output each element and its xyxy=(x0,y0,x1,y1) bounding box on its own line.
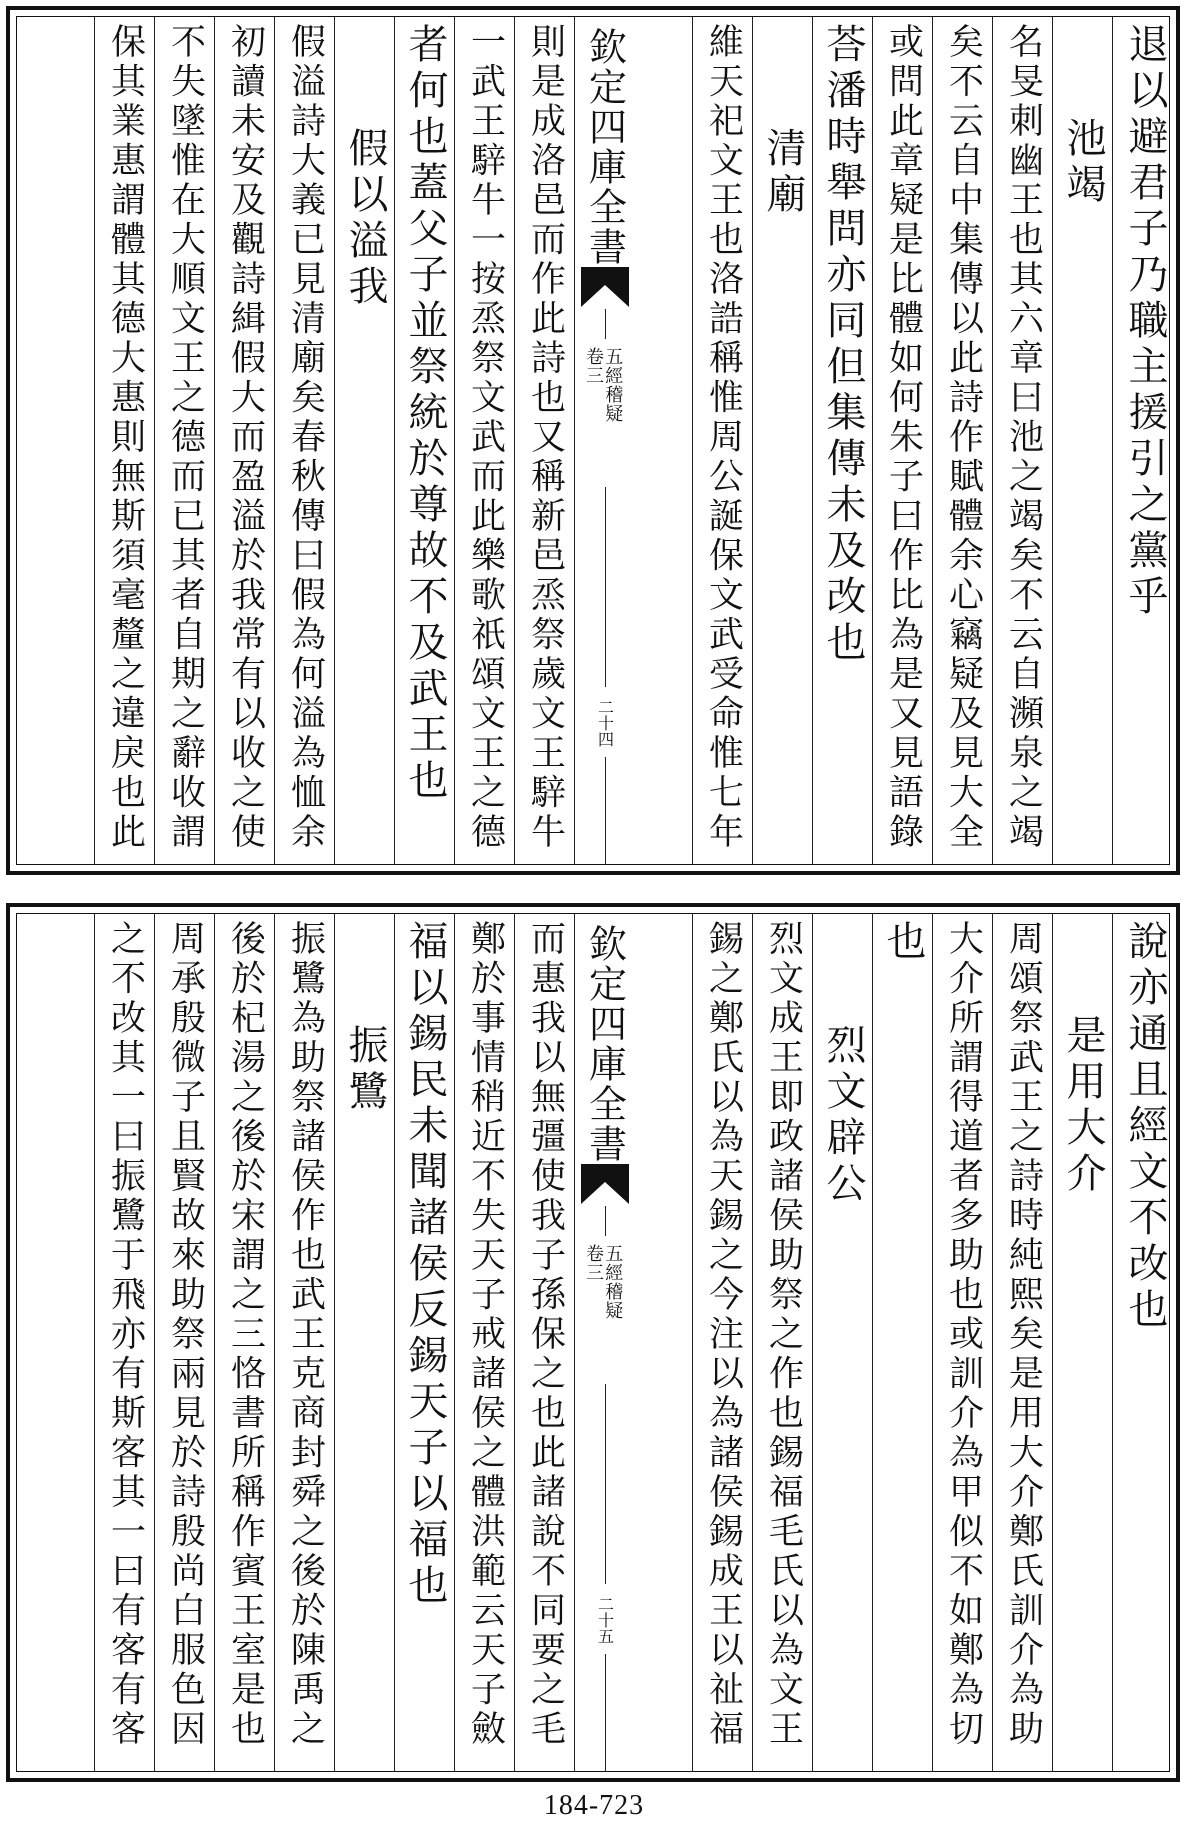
column-text: 振鷺 xyxy=(342,1024,388,1116)
column-text: 周承殷微子且賢故來助祭兩見於詩殷尚白服色因 xyxy=(165,920,206,1750)
column-text: 或問此章疑是比體如何朱子曰作比為是又見語錄 xyxy=(883,23,924,853)
text-column xyxy=(454,914,515,1771)
text-column xyxy=(334,914,395,1771)
text-column xyxy=(812,914,873,1771)
text-column xyxy=(1052,914,1113,1771)
center-rule xyxy=(605,487,606,687)
column-text: 而惠我以無彊使我子孫保之也此諸說不同要之毛 xyxy=(525,920,566,1750)
text-column xyxy=(94,17,155,864)
column-text: 者何也蓋父子並祭統於尊故不及武王也 xyxy=(402,23,448,805)
column-text: 矣不云自中集傳以此詩作賦體余心竊疑及見大全 xyxy=(943,23,984,853)
center-banner xyxy=(574,17,635,864)
column-text: 退以避君子乃職主援引之黨乎 xyxy=(1122,23,1168,621)
fishtail-mark xyxy=(581,267,629,307)
volume-number: 卷三 xyxy=(583,347,604,385)
volume-number: 卷三 xyxy=(583,1244,604,1282)
column-text: 不失墜惟在大順文王之德而已其者自期之辭收謂 xyxy=(165,23,206,853)
text-column xyxy=(1052,17,1113,864)
column-text: 則是成洛邑而作此詩也又稱新邑烝祭歲文王騂牛 xyxy=(525,23,566,853)
page-number: 二十五 xyxy=(595,1596,615,1644)
text-column xyxy=(752,17,813,864)
text-column xyxy=(932,914,993,1771)
center-rule xyxy=(605,309,606,339)
top-page xyxy=(6,6,1180,875)
center-banner xyxy=(574,914,635,1771)
column-text: 福以錫民未聞諸侯反錫天子以福也 xyxy=(402,920,448,1610)
catalog-number: 184-723 xyxy=(543,1790,645,1821)
column-text: 清廟 xyxy=(760,127,806,219)
book-title: 欽定四庫全書 xyxy=(582,27,627,267)
text-column xyxy=(214,17,275,864)
center-rule xyxy=(605,1384,606,1584)
column-text: 後於杞湯之後於宋謂之三恪書所稱作賓王室是也 xyxy=(225,920,266,1750)
center-rule xyxy=(605,757,606,864)
column-text: 也 xyxy=(880,920,926,966)
column-text: 初讀未安及觀詩緝假大而盈溢於我常有以收之使 xyxy=(225,23,266,853)
column-text: 荅潘時舉問亦同但集傳未及改也 xyxy=(820,23,866,667)
column-text: 鄭於事情稍近不失天子戒諸侯之體洪範云天子斂 xyxy=(465,920,506,1750)
column-text: 大介所謂得道者多助也或訓介為甲似不如鄭為切 xyxy=(943,920,984,1750)
text-column xyxy=(514,914,575,1771)
text-column xyxy=(514,17,575,864)
text-column xyxy=(394,914,455,1771)
center-rule xyxy=(605,1206,606,1236)
text-column xyxy=(752,914,813,1771)
page-number: 二十四 xyxy=(595,699,615,747)
book-title: 欽定四庫全書 xyxy=(582,924,627,1164)
text-column xyxy=(334,17,395,864)
column-text: 烈文成王即政諸侯助祭之作也錫福毛氏以為文王 xyxy=(763,920,804,1750)
text-column xyxy=(1112,17,1177,864)
column-text: 錫之鄭氏以為天錫之今注以為諸侯錫成王以祉福 xyxy=(703,920,744,1750)
column-text: 池竭 xyxy=(1060,117,1106,209)
text-column xyxy=(154,914,215,1771)
column-text: 烈文辟公 xyxy=(820,1024,866,1208)
text-column xyxy=(812,17,873,864)
bottom-page-frame xyxy=(16,913,1170,1772)
text-column xyxy=(214,914,275,1771)
top-page-frame xyxy=(16,16,1170,865)
text-column xyxy=(454,17,515,864)
text-column xyxy=(872,17,933,864)
column-text: 周頌祭武王之詩時純熙矣是用大介鄭氏訓介為助 xyxy=(1003,920,1044,1750)
column-text: 之不改其一曰振鷺于飛亦有斯客其一曰有客有客 xyxy=(105,920,146,1750)
text-column xyxy=(94,914,155,1771)
column-text: 名旻刺幽王也其六章曰池之竭矣不云自瀕泉之竭 xyxy=(1003,23,1044,853)
column-text: 振鷺為助祭諸侯作也武王克商封舜之後於陳禹之 xyxy=(285,920,326,1750)
column-text: 假以溢我 xyxy=(342,127,388,311)
text-column xyxy=(394,17,455,864)
column-text: 假溢詩大義已見清廟矣春秋傳曰假為何溢為恤余 xyxy=(285,23,326,853)
text-column xyxy=(274,17,335,864)
text-column xyxy=(872,914,933,1771)
bottom-page xyxy=(6,903,1180,1782)
fishtail-mark xyxy=(581,1164,629,1204)
text-column xyxy=(154,17,215,864)
text-column xyxy=(692,914,753,1771)
volume-title: 五經稽疑 xyxy=(602,1244,624,1320)
column-text: 一武王騂牛一按烝祭文武而此樂歌祇頌文王之德 xyxy=(465,23,506,853)
column-text: 說亦通且經文不改也 xyxy=(1122,920,1168,1334)
volume-title: 五經稽疑 xyxy=(602,347,624,423)
text-column xyxy=(274,914,335,1771)
text-column xyxy=(992,914,1053,1771)
column-text: 是用大介 xyxy=(1060,1014,1106,1198)
text-column xyxy=(932,17,993,864)
text-column xyxy=(992,17,1053,864)
text-column xyxy=(1112,914,1177,1771)
column-text: 保其業惠謂體其德大惠則無斯須毫釐之違戾也此 xyxy=(105,23,146,853)
column-text: 維天祀文王也洛誥稱惟周公誕保文武受命惟七年 xyxy=(703,23,744,853)
center-rule xyxy=(605,1654,606,1771)
text-column xyxy=(692,17,753,864)
